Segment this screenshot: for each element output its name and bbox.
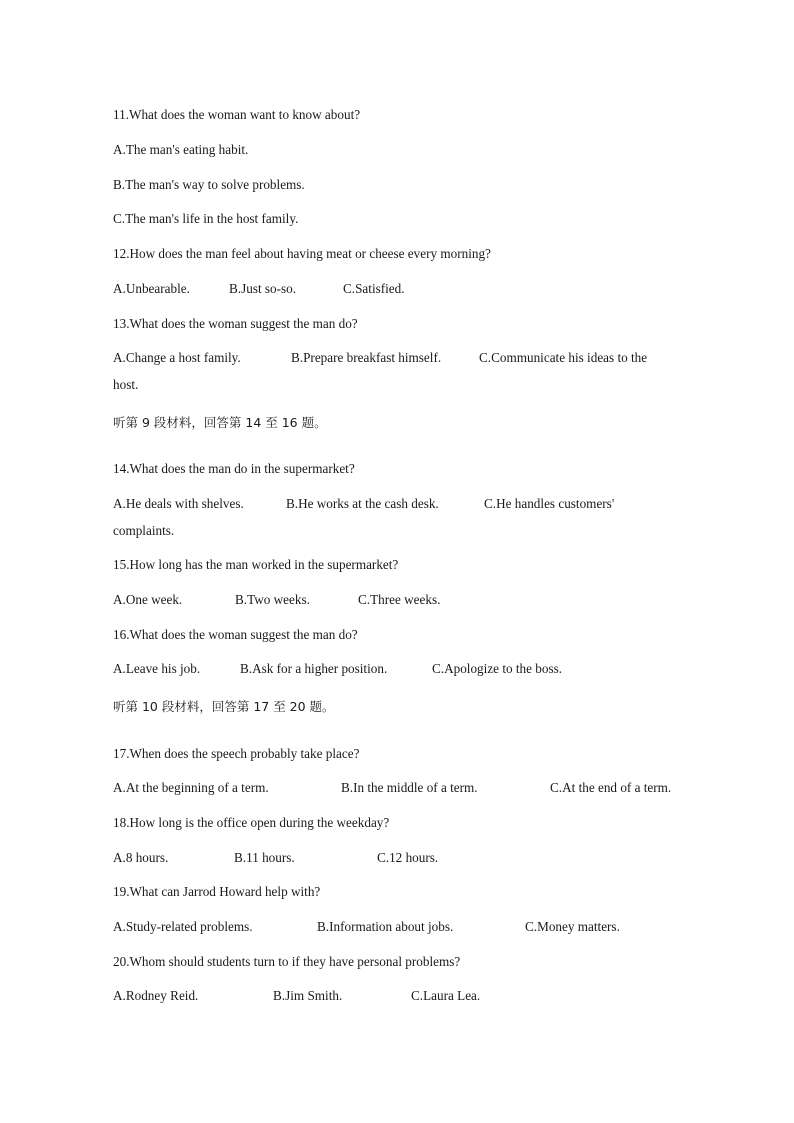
q12-option-c: C.Satisfied. bbox=[343, 281, 405, 296]
q13-option-c: C.Communicate his ideas to the bbox=[479, 350, 648, 365]
q14-option-c-continued: complaints. bbox=[113, 523, 175, 538]
q19-option-b: B.Information about jobs. bbox=[317, 919, 454, 934]
q16-option-c: C.Apologize to the boss. bbox=[432, 661, 563, 676]
question-18: 18.How long is the office open during the weekday? bbox=[113, 815, 390, 830]
q20-option-c: C.Laura Lea. bbox=[411, 988, 481, 1003]
q17-option-c: C.At the end of a term. bbox=[550, 780, 672, 795]
q17-option-a: A.At the beginning of a term. bbox=[113, 780, 269, 795]
question-15: 15.How long has the man worked in the supermarket? bbox=[113, 557, 399, 572]
q18-option-b: B.11 hours. bbox=[234, 850, 295, 865]
q14-option-c: C.He handles customers' bbox=[484, 496, 615, 511]
q14-option-b: B.He works at the cash desk. bbox=[286, 496, 439, 511]
q15-option-c: C.Three weeks. bbox=[358, 592, 441, 607]
q15-option-b: B.Two weeks. bbox=[235, 592, 310, 607]
q13-option-a: A.Change a host family. bbox=[113, 350, 241, 365]
q11-option-b: B.The man's way to solve problems. bbox=[113, 177, 305, 192]
q19-option-c: C.Money matters. bbox=[525, 919, 620, 934]
question-11: 11.What does the woman want to know about? bbox=[113, 107, 361, 122]
q19-option-a: A.Study-related problems. bbox=[113, 919, 253, 934]
q15-option-a: A.One week. bbox=[113, 592, 183, 607]
q20-option-b: B.Jim Smith. bbox=[273, 988, 343, 1003]
q16-option-b: B.Ask for a higher position. bbox=[240, 661, 388, 676]
q12-option-a: A.Unbearable. bbox=[113, 281, 190, 296]
section-10-instruction: 听第 10 段材料，回答第 17 至 20 题。 bbox=[113, 699, 335, 714]
q14-option-a: A.He deals with shelves. bbox=[113, 496, 244, 511]
q13-option-c-continued: host. bbox=[113, 377, 139, 392]
question-14: 14.What does the man do in the supermarket? bbox=[113, 461, 355, 476]
question-13: 13.What does the woman suggest the man do? bbox=[113, 316, 358, 331]
q18-option-a: A.8 hours. bbox=[113, 850, 169, 865]
q16-option-a: A.Leave his job. bbox=[113, 661, 201, 676]
q17-option-b: B.In the middle of a term. bbox=[341, 780, 478, 795]
q13-option-b: B.Prepare breakfast himself. bbox=[291, 350, 442, 365]
q20-option-a: A.Rodney Reid. bbox=[113, 988, 199, 1003]
q11-option-a: A.The man's eating habit. bbox=[113, 142, 249, 157]
question-19: 19.What can Jarrod Howard help with? bbox=[113, 884, 321, 899]
q12-option-b: B.Just so-so. bbox=[229, 281, 297, 296]
question-17: 17.When does the speech probably take place? bbox=[113, 746, 360, 761]
q11-option-c: C.The man's life in the host family. bbox=[113, 211, 299, 226]
question-20: 20.Whom should students turn to if they have personal problems? bbox=[113, 954, 461, 969]
question-12: 12.How does the man feel about having meat or cheese every morning? bbox=[113, 246, 491, 261]
question-16: 16.What does the woman suggest the man do? bbox=[113, 627, 358, 642]
section-9-instruction: 听第 9 段材料，回答第 14 至 16 题。 bbox=[113, 415, 327, 430]
q18-option-c: C.12 hours. bbox=[377, 850, 439, 865]
